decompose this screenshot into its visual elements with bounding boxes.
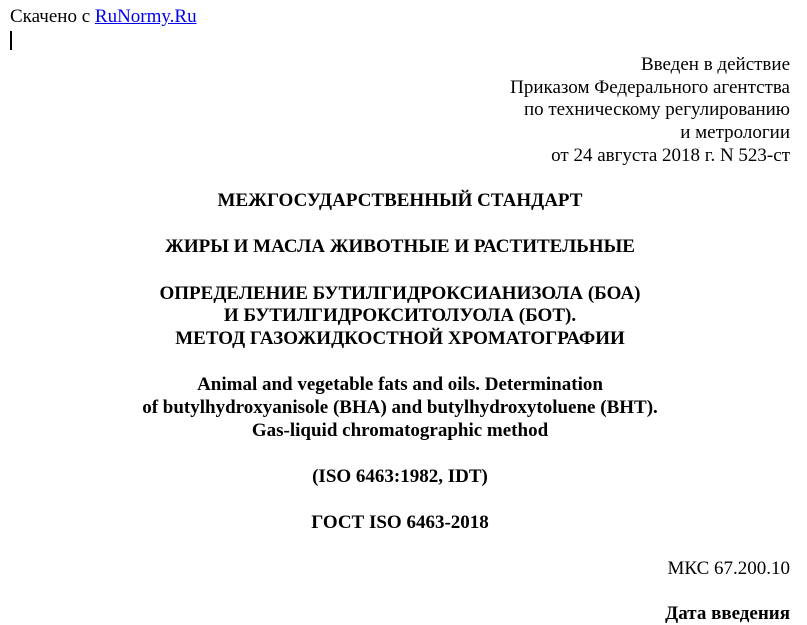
iso-reference: (ISO 6463:1982, IDT) [312,466,488,487]
mks-code: МКС 67.200.10 [667,558,790,579]
english-title-line: Animal and vegetable fats and oils. Determination [197,374,603,395]
method-heading-line: МЕТОД ГАЗОЖИДКОСТНОЙ ХРОМАТОГРАФИИ [175,328,625,349]
intro-line: и метрологии [680,122,790,143]
source-line [10,6,197,28]
intro-line: Введен в действие [640,54,790,75]
method-heading-line: ОПРЕДЕЛЕНИЕ БУТИЛГИДРОКСИАНИЗОЛА (БОА) [159,283,641,304]
downloaded-prefix: Скачено с [10,6,95,27]
intro-date-label: Дата введения [665,603,790,624]
gost-number: ГОСТ ISO 6463-2018 [311,512,489,533]
intro-line: от 24 августа 2018 г. N 523-ст [551,145,790,166]
subject-heading: ЖИРЫ И МАСЛА ЖИВОТНЫЕ И РАСТИТЕЛЬНЫЕ [165,236,635,257]
english-title-line: of butylhydroxyanisole (BHA) and butylhydroxytoluene (BHT). [142,397,658,418]
english-title-line: Gas-liquid chromatographic method [251,420,549,441]
text-cursor [10,31,12,50]
intro-line: по техническому регулированию [523,99,790,120]
intro-line: Приказом Федерального агентства [510,77,790,98]
standard-type-heading: МЕЖГОСУДАРСТВЕННЫЙ СТАНДАРТ [217,190,583,211]
method-heading-line: И БУТИЛГИДРОКСИТОЛУОЛА (БОТ). [223,305,577,326]
runormy-link[interactable]: RuNormy.Ru [94,6,197,27]
